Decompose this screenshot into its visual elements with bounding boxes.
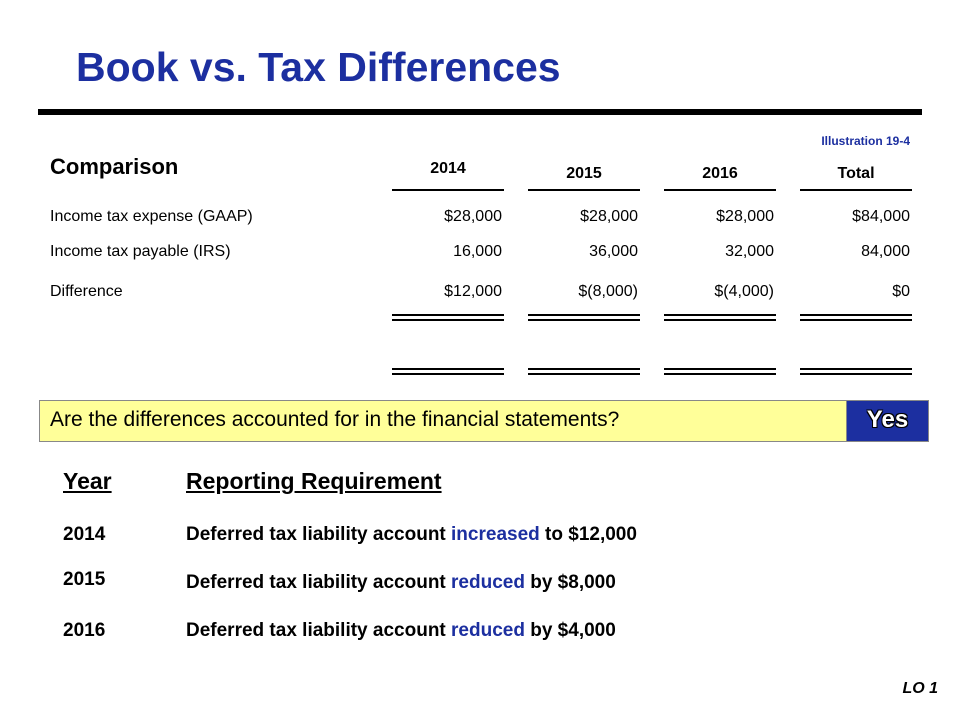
column-header-total: Total: [837, 165, 875, 182]
table-cell: 84,000: [861, 243, 910, 260]
requirement-highlight: reduced: [451, 572, 525, 593]
double-rule: [528, 368, 640, 375]
column-header-rule: [664, 189, 776, 191]
table-cell: 32,000: [725, 243, 774, 260]
table-cell: $28,000: [580, 208, 638, 225]
requirement-text-pre: Deferred tax liability account: [186, 572, 452, 593]
double-rule: [800, 368, 912, 375]
column-header-2016: 2016: [702, 165, 738, 182]
title-underline: [38, 109, 922, 115]
column-header-rule: [528, 189, 640, 191]
row-label-expense: Income tax expense (GAAP): [50, 208, 253, 225]
requirement-text: [186, 620, 616, 642]
year-column-header: Year: [63, 468, 112, 494]
table-cell: $84,000: [852, 208, 910, 225]
requirement-year: 2014: [63, 524, 106, 545]
double-rule: [528, 314, 640, 321]
column-header-rule: [392, 189, 504, 191]
requirement-text: [186, 572, 616, 594]
table-cell: $0: [892, 283, 910, 300]
requirement-text-post: by $8,000: [524, 572, 616, 593]
row-label-difference: Difference: [50, 283, 123, 300]
row-label-payable: Income tax payable (IRS): [50, 243, 231, 260]
table-cell: $28,000: [444, 208, 502, 225]
column-header-2014: 2014: [430, 160, 466, 177]
requirement-text-pre: Deferred tax liability account: [186, 524, 452, 545]
double-rule: [800, 314, 912, 321]
requirement-text: [186, 524, 637, 546]
double-rule: [664, 314, 776, 321]
requirement-column-header: Reporting Requirement: [186, 468, 442, 494]
table-cell: $28,000: [716, 208, 774, 225]
table-cell: $12,000: [444, 283, 502, 300]
requirement-text-post: to $12,000: [539, 524, 637, 545]
learning-objective-label: LO 1: [902, 680, 938, 697]
requirement-year: 2015: [63, 569, 106, 590]
answer-text: Yes: [866, 406, 909, 433]
illustration-label: Illustration 19-4: [821, 134, 910, 148]
requirement-text-pre: Deferred tax liability account: [186, 620, 452, 641]
requirement-highlight: increased: [451, 524, 540, 545]
requirement-highlight: reduced: [451, 620, 525, 641]
table-cell: $(8,000): [578, 283, 638, 300]
double-rule: [392, 368, 504, 375]
column-header-2015: 2015: [566, 165, 602, 182]
question-text: Are the differences accounted for in the financial statements?: [50, 408, 620, 431]
table-cell: $(4,000): [714, 283, 774, 300]
column-header-rule: [800, 189, 912, 191]
page-title: Book vs. Tax Differences: [76, 44, 561, 90]
table-cell: 36,000: [589, 243, 638, 260]
double-rule: [392, 314, 504, 321]
table-cell: 16,000: [453, 243, 502, 260]
double-rule: [664, 368, 776, 375]
comparison-heading: Comparison: [50, 154, 179, 179]
requirement-text-post: by $4,000: [524, 620, 616, 641]
requirement-year: 2016: [63, 620, 106, 641]
